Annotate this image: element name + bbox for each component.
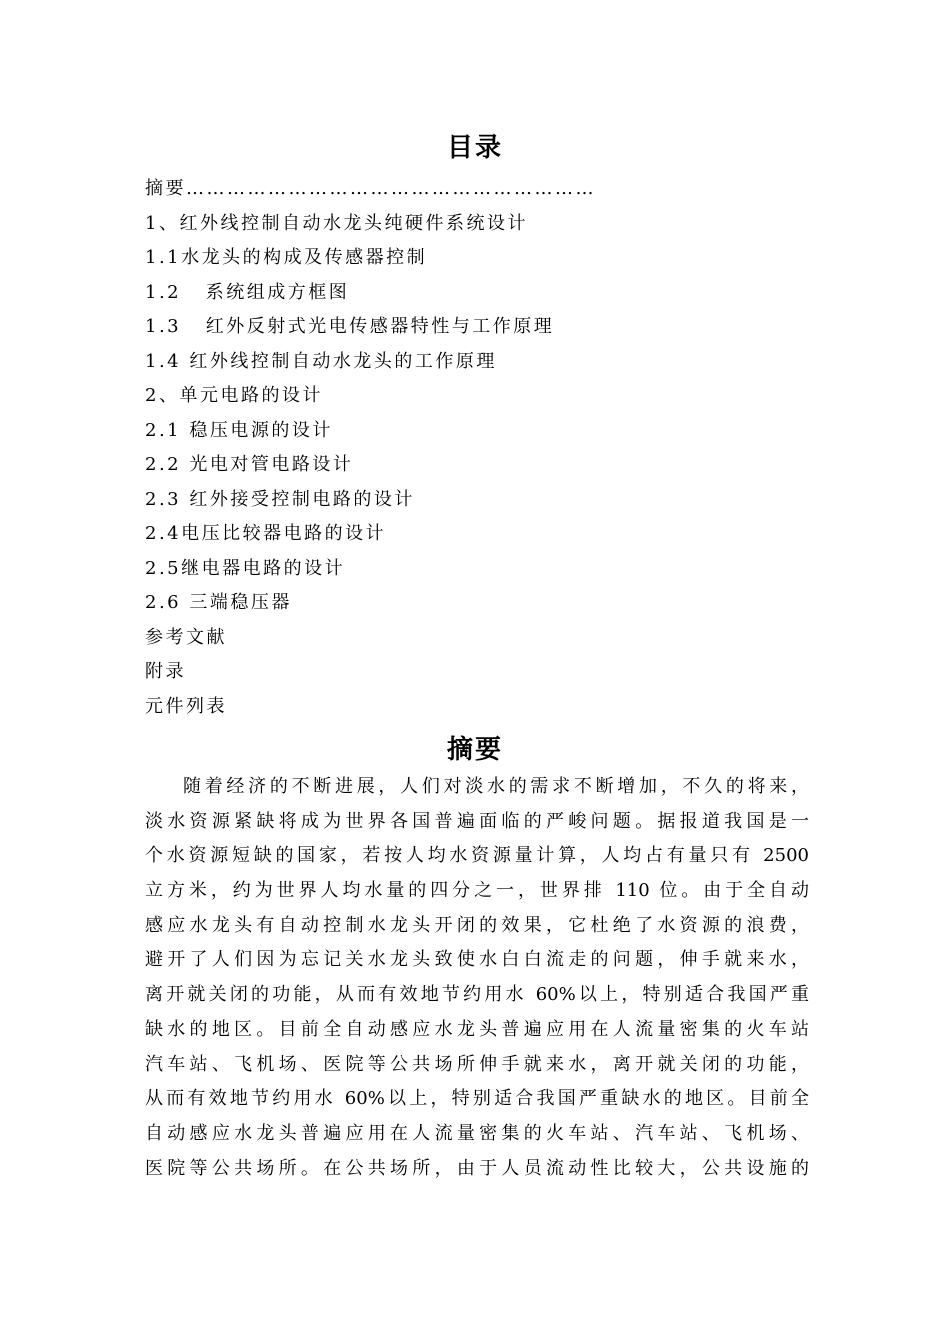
toc-item-chapter-2: 2、单元电路的设计 [145,385,323,406]
toc-item-chapter-1: 1、红外线控制自动水龙头纯硬件系统设计 [145,212,528,234]
abstract-line: 离开就关闭的功能，从而有效地节约用水 60%以上，特别适合我国严重 [145,984,809,1006]
abstract-line: 医院等公共场所。在公共场所，由于人员流动性比较大，公共设施的 [145,1157,809,1179]
abstract-line: 从而有效地节约用水 60%以上，特别适合我国严重缺水的地区。目前全 [145,1088,809,1110]
abstract-line: 自动感应水龙头普遍应用在人流量密集的火车站、汽车站、飞机场、 [145,1122,809,1144]
toc-item-abstract: 摘要…………………………………………………… [145,178,596,199]
toc-item-references: 参考文献 [145,626,227,648]
toc-title: 目录 [446,133,503,163]
toc-item-2-2: 2.2 光电对管电路设计 [145,454,354,475]
abstract-line: 感应水龙头有自动控制水龙头开闭的效果，它杜绝了水资源的浪费， [145,914,809,936]
toc-item-2-3: 2.3 红外接受控制电路的设计 [145,488,415,510]
abstract-line: 汽车站、飞机场、医院等公共场所伸手就来水，离开就关闭的功能， [145,1053,809,1075]
toc-item-1-2: 1.2 系统组成方框图 [145,281,350,303]
toc-item-2-6: 2.6 三端稳压器 [145,592,292,613]
table-of-contents [145,172,825,724]
toc-item-component-list: 元件列表 [145,695,227,717]
toc-item-2-4: 2.4电压比较器电路的设计 [145,523,387,544]
abstract-line: 避开了人们因为忘记关水龙头致使水白白流走的问题，伸手就来水， [145,949,809,971]
abstract-line: 立方米，约为世界人均水量的四分之一，世界排 110 位。由于全自动 [145,880,809,902]
abstract-paragraph [145,770,809,1186]
abstract-line: 随着经济的不断进展，人们对淡水的需求不断增加，不久的将来， [183,776,809,797]
abstract-line: 个水资源短缺的国家，若按人均水资源量计算，人均占有量只有 2500 [145,845,809,867]
abstract-line: 缺水的地区。目前全自动感应水龙头普遍应用在人流量密集的火车站 [145,1018,809,1040]
toc-item-1-4: 1.4 红外线控制自动水龙头的工作原理 [145,350,497,372]
toc-item-2-5: 2.5继电器电路的设计 [145,557,346,579]
toc-item-2-1: 2.1 稳压电源的设计 [145,419,333,441]
toc-item-appendix: 附录 [145,661,186,682]
abstract-line: 淡水资源紧缺将成为世界各国普遍面临的严峻问题。据报道我国是一 [145,810,809,832]
toc-item-1-3: 1.3 红外反射式光电传感器特性与工作原理 [145,316,555,337]
abstract-title: 摘要 [446,735,503,765]
toc-item-1-1: 1.1水龙头的构成及传感器控制 [145,247,428,268]
